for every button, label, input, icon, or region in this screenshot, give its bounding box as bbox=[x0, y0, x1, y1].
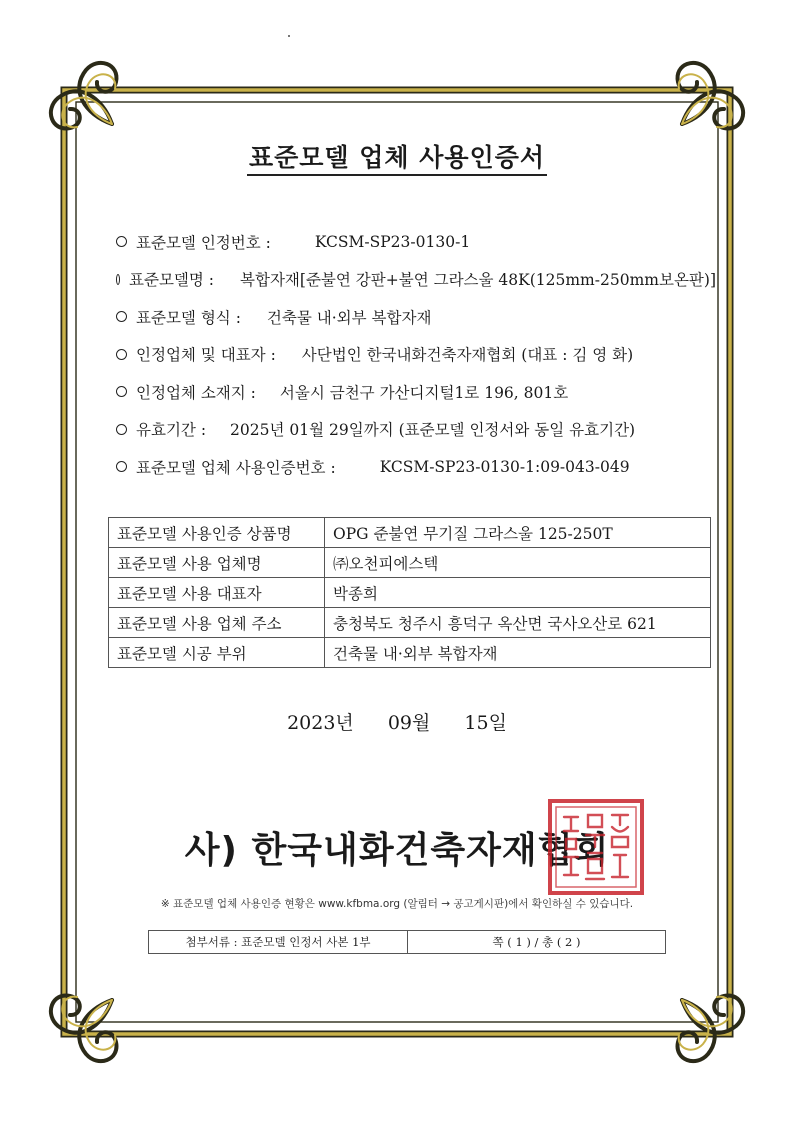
info-value: 건축물 내·외부 복합자재 bbox=[266, 308, 432, 327]
table-key: 표준모델 시공 부위 bbox=[109, 638, 325, 668]
info-row bbox=[116, 223, 716, 261]
info-label: 인정업체 및 대표자 : bbox=[136, 346, 276, 365]
issue-month: 09월 bbox=[387, 712, 431, 734]
table-value: 건축물 내·외부 복합자재 bbox=[325, 638, 711, 668]
circle-bullet-icon bbox=[116, 236, 127, 247]
info-label: 표준모델 형식 : bbox=[136, 308, 241, 327]
info-row bbox=[116, 298, 716, 336]
info-value: 서울시 금천구 가산디지털1로 196, 801호 bbox=[279, 383, 569, 402]
circle-bullet-icon bbox=[116, 349, 127, 360]
circle-bullet-icon bbox=[116, 424, 127, 435]
notice-text: ※ 표준모델 업체 사용인증 현황은 www.kfbma.org (알림터 → 공고게시판)에서 확인하실 수 있습니다. bbox=[160, 898, 634, 910]
attachment-footer bbox=[148, 930, 666, 954]
circle-bullet-icon bbox=[116, 386, 127, 397]
circle-bullet-icon bbox=[116, 274, 120, 285]
issue-year: 2023년 bbox=[287, 712, 354, 734]
info-value: KCSM-SP23-0130-1 bbox=[314, 232, 471, 251]
certificate-info-list bbox=[116, 223, 716, 486]
info-label: 표준모델 인정번호 : bbox=[136, 233, 271, 252]
info-label: 인정업체 소재지 : bbox=[136, 383, 256, 402]
page-indicator: 쪽 ( 1 ) / 총 ( 2 ) bbox=[492, 935, 581, 949]
table-value: OPG 준불연 무기질 그라스울 125-250T bbox=[325, 518, 711, 548]
table-value: 박종희 bbox=[325, 578, 711, 608]
product-table bbox=[108, 517, 711, 668]
issuer-name: 사) 한국내화건축자재협회 bbox=[184, 830, 610, 871]
info-value: 복합자재[준불연 강판+불연 그라스울 48K(125mm-250mm보온판)] bbox=[240, 271, 716, 290]
table-key: 표준모델 사용 업체 주소 bbox=[109, 608, 325, 638]
circle-bullet-icon bbox=[116, 311, 127, 322]
info-label: 유효기간 : bbox=[136, 421, 207, 440]
info-value: 사단법인 한국내화건축자재협회 (대표 : 김 영 화) bbox=[301, 346, 634, 365]
table-key: 표준모델 사용 업체명 bbox=[109, 548, 325, 578]
official-seal bbox=[546, 797, 646, 897]
table-key: 표준모델 사용 대표자 bbox=[109, 578, 325, 608]
attachment-label: 첨부서류 : 표준모델 인정서 사본 1부 bbox=[149, 931, 408, 953]
info-row bbox=[116, 373, 716, 411]
info-label: 표준모델명 : bbox=[129, 271, 215, 290]
table-row bbox=[109, 518, 711, 548]
info-row bbox=[116, 336, 716, 374]
issue-day: 15일 bbox=[464, 712, 507, 734]
table-row bbox=[109, 578, 711, 608]
table-value: 충청북도 청주시 흥덕구 옥산면 국사오산로 621 bbox=[325, 608, 711, 638]
table-key: 표준모델 사용인증 상품명 bbox=[109, 518, 325, 548]
info-value: KCSM-SP23-0130-1:09-043-049 bbox=[379, 457, 630, 476]
table-value: ㈜오천피에스텍 bbox=[325, 548, 711, 578]
info-row bbox=[116, 448, 716, 486]
circle-bullet-icon bbox=[116, 461, 127, 472]
info-row bbox=[116, 261, 716, 299]
table-row bbox=[109, 548, 711, 578]
info-label: 표준모델 업체 사용인증번호 : bbox=[136, 458, 336, 477]
table-row bbox=[109, 608, 711, 638]
info-value: 2025년 01월 29일까지 (표준모델 인정서와 동일 유효기간) bbox=[230, 421, 636, 440]
table-row bbox=[109, 638, 711, 668]
info-row bbox=[116, 411, 716, 449]
issue-date bbox=[0, 708, 794, 735]
certificate-title: 표준모델 업체 사용인증서 bbox=[0, 138, 794, 174]
